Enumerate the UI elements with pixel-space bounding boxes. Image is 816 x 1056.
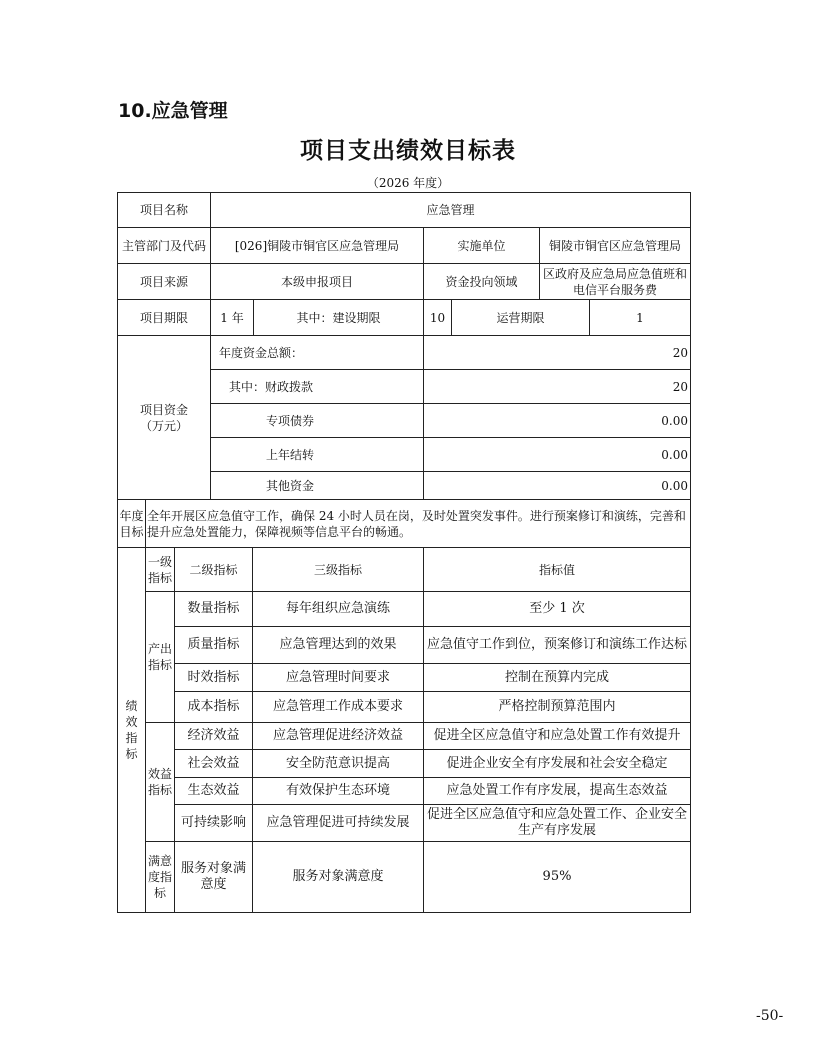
indicator-value: 严格控制预算范围内 — [423, 691, 691, 723]
fund-label: 专项债券 — [210, 403, 424, 438]
fund-label: 上年结转 — [210, 437, 424, 472]
level3-indicator: 有效保护生态环境 — [252, 777, 424, 805]
op-label: 运营期限 — [451, 299, 590, 336]
header-l2: 二级指标 — [174, 547, 253, 592]
impl: 铜陵市铜官区应急管理局 — [539, 227, 691, 264]
op: 1 — [589, 299, 691, 336]
period: 1 年 — [210, 299, 254, 336]
level2-indicator: 时效指标 — [174, 663, 253, 692]
project-name: 应急管理 — [210, 192, 691, 228]
header-l1: 一级指标 — [145, 547, 175, 592]
level2-indicator: 数量指标 — [174, 591, 253, 627]
fund-value: 20 — [423, 335, 691, 370]
indicator-value: 促进全区应急值守和应急处置工作、企业安全生产有序发展 — [423, 804, 691, 842]
source: 本级申报项目 — [210, 263, 424, 300]
level3-indicator: 安全防范意识提高 — [252, 749, 424, 778]
level2-indicator: 质量指标 — [174, 626, 253, 664]
level3-indicator: 应急管理工作成本要求 — [252, 691, 424, 723]
dept: [026]铜陵市铜官区应急管理局 — [210, 227, 424, 264]
indicator-value: 应急处置工作有序发展，提高生态效益 — [423, 777, 691, 805]
level3-indicator: 应急管理达到的效果 — [252, 626, 424, 664]
fund-value: 20 — [423, 369, 691, 404]
indicator-value: 促进企业安全有序发展和社会安全稳定 — [423, 749, 691, 778]
header-l3: 三级指标 — [252, 547, 424, 592]
period-label: 项目期限 — [117, 299, 211, 336]
header-value: 指标值 — [423, 547, 691, 592]
level2-indicator: 可持续影响 — [174, 804, 253, 842]
fund-label: 其他资金 — [210, 471, 424, 500]
goal-text: 全年开展区应急值守工作，确保 24 小时人员在岗，及时处置突发事件。进行预案修订和演练，完善和提升应急处置能力，保障视频等信息平台的畅通。 — [145, 499, 691, 548]
indicator-value: 95% — [423, 841, 691, 913]
indicator-value: 促进全区应急值守和应急处置工作有效提升 — [423, 722, 691, 750]
indicator-value: 应急值守工作到位，预案修订和演练工作达标 — [423, 626, 691, 664]
group-benefit: 效益指标 — [145, 722, 175, 842]
build-label: 其中：建设期限 — [253, 299, 424, 336]
impl-label: 实施单位 — [423, 227, 540, 264]
level2-indicator: 社会效益 — [174, 749, 253, 778]
field: 区政府及应急局应急值班和电信平台服务费 — [539, 263, 691, 300]
level3-indicator: 每年组织应急演练 — [252, 591, 424, 627]
level3-indicator: 应急管理时间要求 — [252, 663, 424, 692]
page-title: 项目支出绩效目标表 — [300, 138, 516, 164]
fund-label: 年度资金总额： — [210, 335, 424, 370]
level2-indicator: 服务对象满意度 — [174, 841, 253, 913]
perf-label: 绩效指标 — [117, 547, 146, 913]
fiscal-year: （2026 年度） — [366, 176, 450, 190]
field-label: 资金投向领域 — [423, 263, 540, 300]
fund-value: 0.00 — [423, 437, 691, 472]
dept-label: 主管部门及代码 — [117, 227, 211, 264]
source-label: 项目来源 — [117, 263, 211, 300]
indicator-value: 至少 1 次 — [423, 591, 691, 627]
level2-indicator: 经济效益 — [174, 722, 253, 750]
fund-label: 其中：财政拨款 — [210, 369, 424, 404]
build: 10 — [423, 299, 452, 336]
indicator-value: 控制在预算内完成 — [423, 663, 691, 692]
level3-indicator: 服务对象满意度 — [252, 841, 424, 913]
group-satisfaction: 满意度指标 — [145, 841, 175, 913]
level2-indicator: 生态效益 — [174, 777, 253, 805]
section-heading: 10.应急管理 — [118, 100, 228, 122]
group-output: 产出指标 — [145, 591, 175, 723]
fund-value: 0.00 — [423, 471, 691, 500]
goal-label: 年度目标 — [117, 499, 146, 548]
level3-indicator: 应急管理促进经济效益 — [252, 722, 424, 750]
fund-value: 0.00 — [423, 403, 691, 438]
project-name-label: 项目名称 — [117, 192, 211, 228]
level2-indicator: 成本指标 — [174, 691, 253, 723]
level3-indicator: 应急管理促进可持续发展 — [252, 804, 424, 842]
page-number: -50- — [756, 1008, 784, 1024]
funds-label: 项目资金（万元） — [117, 335, 211, 500]
